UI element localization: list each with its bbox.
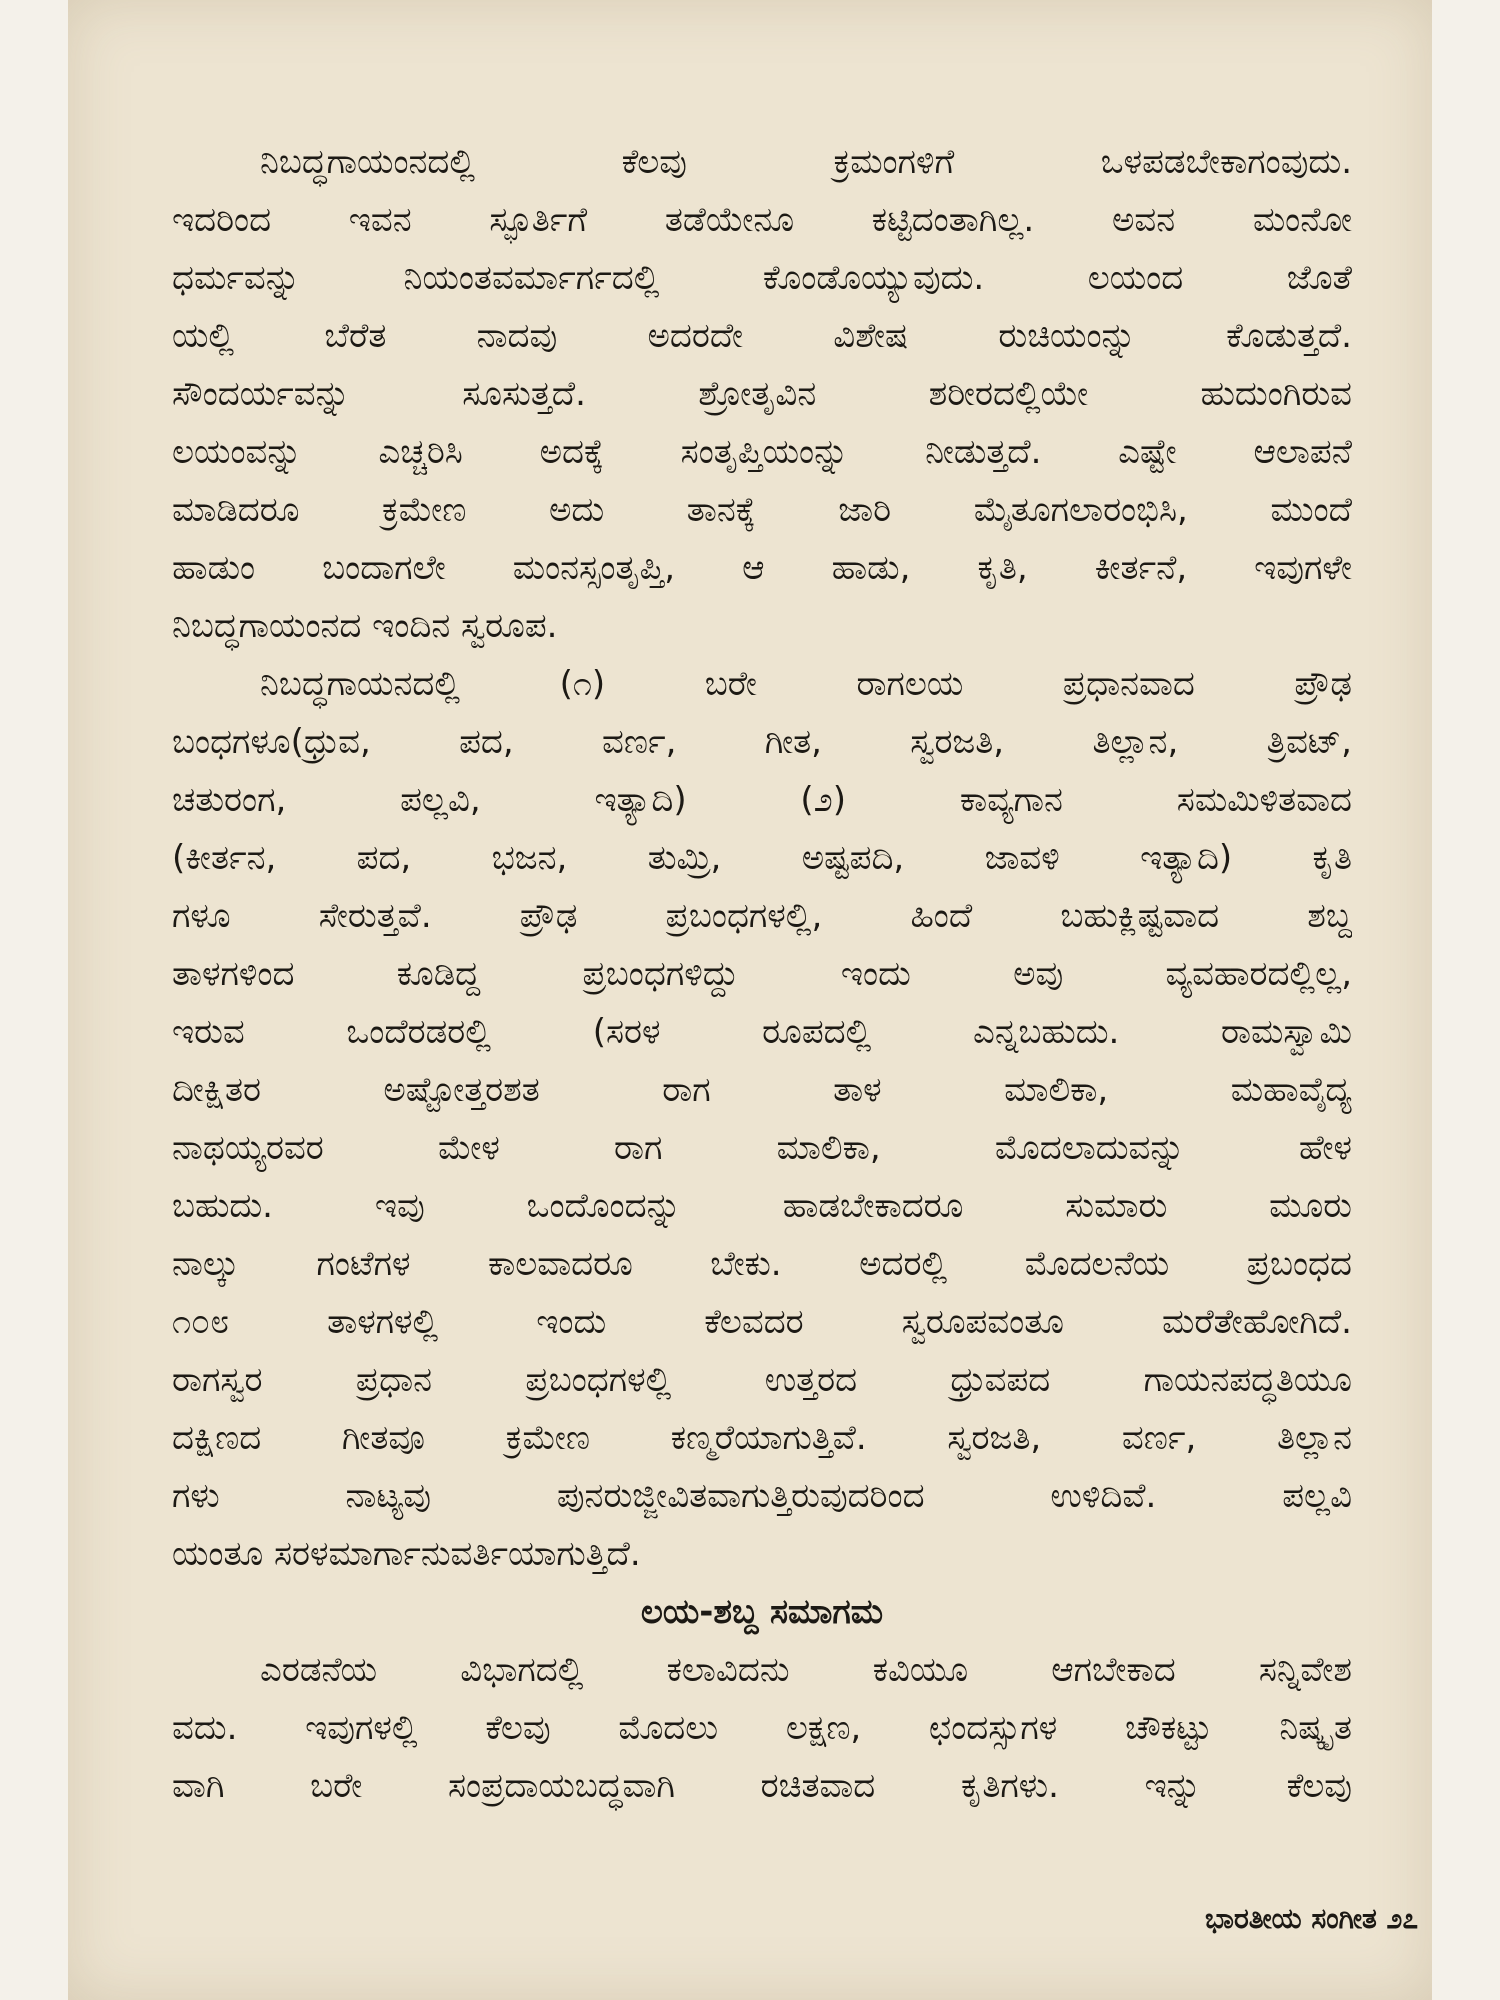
paragraph-3 [172,1646,1352,1820]
text-line: ಯಲ್ಲಿ ಬೆರೆತ ನಾದವು ಅದರದೇ ವಿಶೇಷ ರುಚಿಯಂನ್ನು ಕೊಡುತ್ತದೆ. [172,316,1352,356]
text-line: ಗಳೂ ಸೇರುತ್ತವೆ. ಪ್ರೌಢ ಪ್ರಬಂಧಗಳಲ್ಲಿ, ಹಿಂದೆ ಬಹುಕ್ಲಿಷ್ಟವಾದ ಶಬ್ದ [172,896,1352,936]
section-heading: ಲಯ-ಶಬ್ದ ಸಮಾಗಮ [640,1592,884,1632]
text-line: ವಾಗಿ ಬರೇ ಸಂಪ್ರದಾಯಬದ್ಧವಾಗಿ ರಚಿತವಾದ ಕೃತಿಗಳು. ಇನ್ನು ಕೆಲವು [172,1766,1352,1806]
text-line: ಮಾಡಿದರೂ ಕ್ರಮೇಣ ಅದು ತಾನಕ್ಕೆ ಜಾರಿ ಮೈತೂಗಲಾರಂಭಿಸಿ, ಮುಂದೆ [172,490,1352,530]
page-body [172,138,1352,1820]
text-line: ಚತುರಂಗ, ಪಲ್ಲವಿ, ಇತ್ಯಾದಿ) (೨) ಕಾವ್ಯಗಾನ ಸಮಮಿಳಿತವಾದ [172,780,1352,820]
text-line: ಹಾಡುಂ ಬಂದಾಗಲೇ ಮಂನಸ್ಸಂತೃಪ್ತಿ, ಆ ಹಾಡು, ಕೃತಿ, ಕೀರ್ತನೆ, ಇವುಗಳೇ [172,548,1352,588]
text-line: ೧೦೮ ತಾಳಗಳಲ್ಲಿ ಇಂದು ಕೆಲವದರ ಸ್ವರೂಪವಂತೂ ಮರೆತೇಹೋಗಿದೆ. [172,1302,1352,1342]
paragraph-1 [172,138,1352,660]
text-line: ಇದರಿಂದ ಇವನ ಸ್ಫೂರ್ತಿಗೆ ತಡೆಯೇನೂ ಕಟ್ಟಿದಂತಾಗಿಲ್ಲ. ಅವನ ಮಂನೋ [172,200,1352,240]
text-line: ಬಂಧಗಳೂ(ಧ್ರುವ, ಪದ, ವರ್ಣ, ಗೀತ, ಸ್ವರಜತಿ, ತಿಲ್ಲಾನ, ತ್ರಿವಟ್, [172,722,1352,762]
text-line: ರಾಗಸ್ವರ ಪ್ರಧಾನ ಪ್ರಬಂಧಗಳಲ್ಲಿ ಉತ್ತರದ ಧ್ರುವಪದ ಗಾಯನಪದ್ಧತಿಯೂ [172,1360,1352,1400]
text-line: ಸೌಂದರ್ಯವನ್ನು ಸೂಸುತ್ತದೆ. ಶ್ರೋತೃವಿನ ಶರೀರದಲ್ಲಿಯೇ ಹುದುಂಗಿರುವ [172,374,1352,414]
book-page [68,0,1432,2000]
text-line: ನಿಬದ್ಧಗಾಯಂನದ ಇಂದಿನ ಸ್ವರೂಪ. [172,606,558,646]
text-line: ಗಳು ನಾಟ್ಯವು ಪುನರುಜ್ಜೀವಿತವಾಗುತ್ತಿರುವುದರಿಂದ ಉಳಿದಿವೆ. ಪಲ್ಲವಿ [172,1476,1352,1516]
text-line: ನಿಬದ್ಧಗಾಯನದಲ್ಲಿ (೧) ಬರೇ ರಾಗಲಯ ಪ್ರಧಾನವಾದ ಪ್ರೌಢ [260,664,1352,704]
paragraph-2 [172,660,1352,1588]
text-line: ಧರ್ಮವನ್ನು ನಿಯಂತವರ್ಮಾರ್ಗದಲ್ಲಿ ಕೊಂಡೊಯ್ಯುವುದು. ಲಯಂದ ಜೊತೆ [172,258,1352,298]
text-line: ದೀಕ್ಷಿತರ ಅಷ್ಟೋತ್ತರಶತ ರಾಗ ತಾಳ ಮಾಲಿಕಾ, ಮಹಾವೈದ್ಯ [172,1070,1352,1110]
text-line: ಯಂತೂ ಸರಳಮಾರ್ಗಾನುವರ್ತಿಯಾಗುತ್ತಿದೆ. [172,1534,641,1574]
text-line: ಲಯಂವನ್ನು ಎಚ್ಚರಿಸಿ ಅದಕ್ಕೆ ಸಂತೃಪ್ತಿಯಂನ್ನು ನೀಡುತ್ತದೆ. ಎಷ್ಟೇ ಆಲಾಪನೆ [172,432,1352,472]
text-line: ದಕ್ಷಿಣದ ಗೀತವೂ ಕ್ರಮೇಣ ಕಣ್ಮರೆಯಾಗುತ್ತಿವೆ. ಸ್ವರಜತಿ, ವರ್ಣ, ತಿಲ್ಲಾನ [172,1418,1352,1458]
text-line: ಎರಡನೆಯ ವಿಭಾಗದಲ್ಲಿ ಕಲಾವಿದನು ಕವಿಯೂ ಆಗಬೇಕಾದ ಸನ್ನಿವೇಶ [260,1650,1352,1690]
text-line: ನಿಬದ್ಧಗಾಯಂನದಲ್ಲಿ ಕೆಲವು ಕ್ರಮಂಗಳಿಗೆ ಒಳಪಡಬೇಕಾಗಂವುದು. [260,142,1352,182]
page-footer: ಭಾರತೀಯ ಸಂಗೀತ ೨೭ [1204,1902,1418,1935]
text-line: ನಾಲ್ಕು ಗಂಟೆಗಳ ಕಾಲವಾದರೂ ಬೇಕು. ಅದರಲ್ಲಿ ಮೊದಲನೆಯ ಪ್ರಬಂಧದ [172,1244,1352,1284]
text-line: ಬಹುದು. ಇವು ಒಂದೊಂದನ್ನು ಹಾಡಬೇಕಾದರೂ ಸುಮಾರು ಮೂರು [172,1186,1352,1226]
text-line: ಇರುವ ಒಂದೆರಡರಲ್ಲಿ (ಸರಳ ರೂಪದಲ್ಲಿ ಎನ್ನಬಹುದು. ರಾಮಸ್ವಾಮಿ [172,1012,1352,1052]
text-line: ನಾಥಯ್ಯರವರ ಮೇಳ ರಾಗ ಮಾಲಿಕಾ, ಮೊದಲಾದುವನ್ನು ಹೇಳ [172,1128,1352,1168]
text-line: ತಾಳಗಳಿಂದ ಕೂಡಿದ್ದ ಪ್ರಬಂಧಗಳಿದ್ದು ಇಂದು ಅವು ವ್ಯವಹಾರದಲ್ಲಿಲ್ಲ, [172,954,1352,994]
text-line: ವದು. ಇವುಗಳಲ್ಲಿ ಕೆಲವು ಮೊದಲು ಲಕ್ಷಣ, ಛಂದಸ್ಸುಗಳ ಚೌಕಟ್ಟು ನಿಷ್ಕೃತ [172,1708,1352,1748]
text-line: (ಕೀರ್ತನ, ಪದ, ಭಜನ, ತುಮ್ರಿ, ಅಷ್ಟಪದಿ, ಜಾವಳಿ ಇತ್ಯಾದಿ) ಕೃತಿ [172,838,1352,878]
